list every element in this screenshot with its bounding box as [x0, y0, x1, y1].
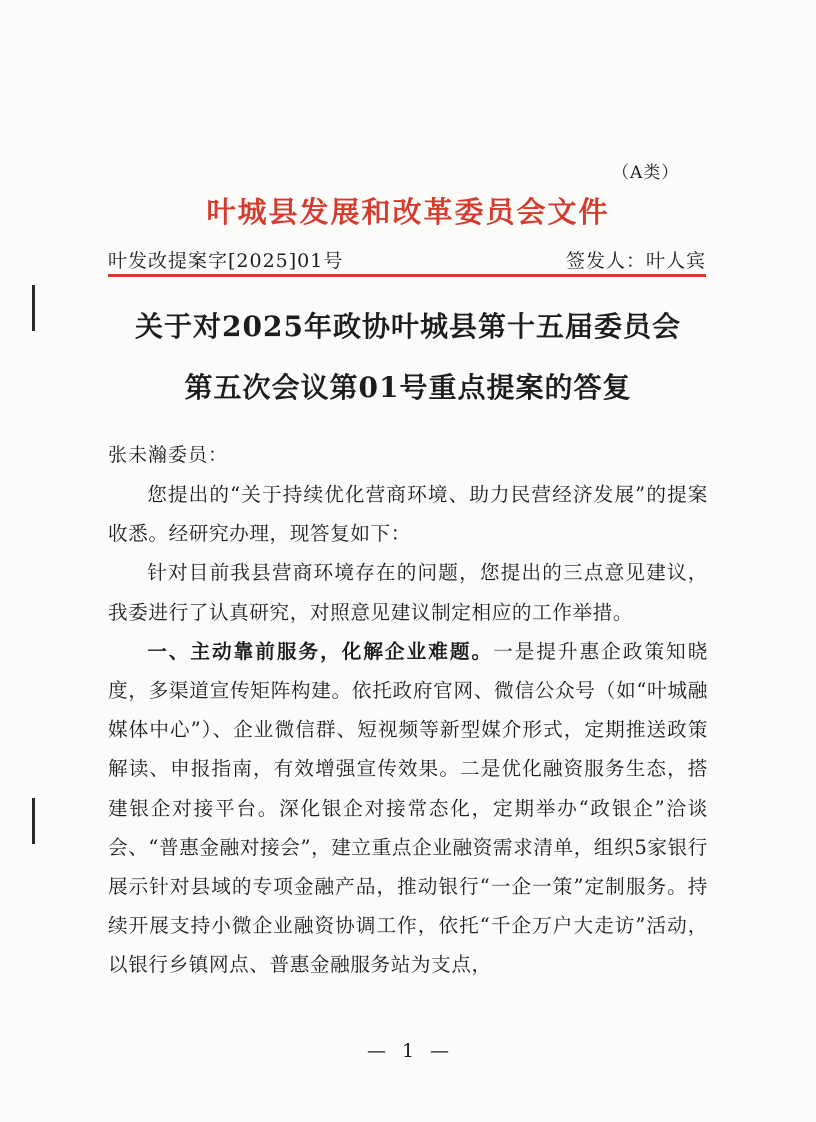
- document-title-line-1: 关于对2025年政协叶城县第十五届委员会: [135, 310, 681, 343]
- body-text: [108, 475, 708, 985]
- binding-mark-bottom: [32, 798, 35, 844]
- document-category: （A类）: [612, 163, 680, 183]
- signer: 签发人：叶人宾: [565, 250, 706, 272]
- section-one-heading: 一、主动靠前服务，化解企业难题。: [147, 639, 494, 663]
- page-number: 1: [401, 1040, 415, 1062]
- page-dash-left: —: [366, 1040, 386, 1062]
- red-separator-line: [108, 274, 706, 277]
- issuing-organization-title: 叶城县发展和改革委员会文件: [206, 195, 610, 229]
- paragraph-section-one: [108, 632, 708, 985]
- document-number: 叶发改提案字[2025]01号: [108, 250, 344, 272]
- page-footer: [0, 1040, 816, 1062]
- paragraph-overview: 针对目前我县营商环境存在的问题，您提出的三点意见建议，我委进行了认真研究，对照意见建议制定相应的工作举措。: [108, 561, 708, 624]
- page-dash-right: —: [430, 1040, 450, 1062]
- paragraph-acknowledgement: 您提出的“关于持续优化营商环境、助力民营经济发展”的提案收悉。经研究办理，现答复如下：: [108, 483, 708, 546]
- section-one-body: 一是提升惠企政策知晓度，多渠道宣传矩阵构建。依托政府官网、微信公众号（如“叶城融媒体中心”）、企业微信群、短视频等新型媒介形式，定期推送政策解读、申报指南，有效增强宣传效果。二是优化融资服务生态，搭建银企对接平台。深化银企对接常态化，定期举办“政银企”洽谈会、“普惠金融对接会”，建立重点企业融资需求清单，组织5家银行展示针对县域的专项金融产品，推动银行“一企一策”定制服务。持续开展支持小微企业融资协调工作，依托“千企万户大走访”活动，以银行乡镇网点、普惠金融服务站为支点，: [108, 639, 709, 977]
- salutation: 张未瀚委员：: [108, 444, 229, 466]
- document-title-line-2: 第五次会议第01号重点提案的答复: [184, 371, 632, 404]
